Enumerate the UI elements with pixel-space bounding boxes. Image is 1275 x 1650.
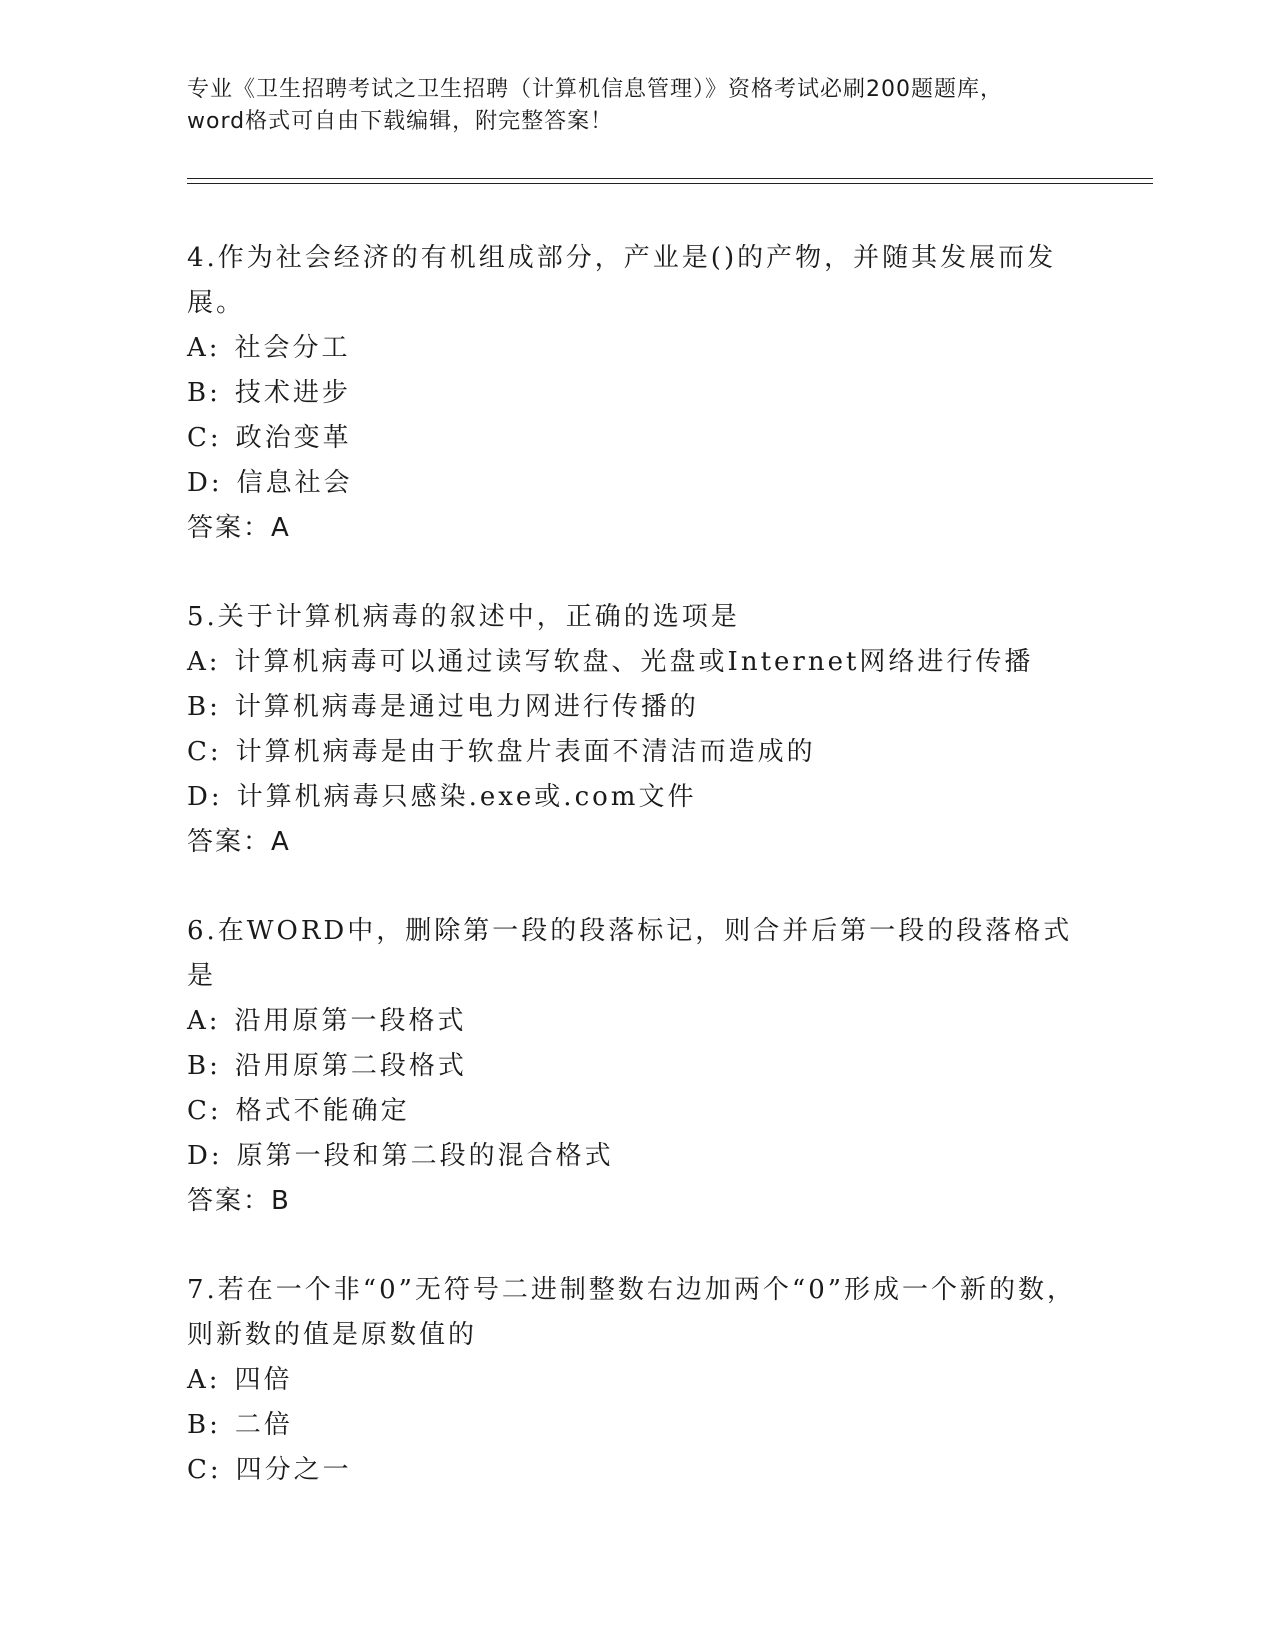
- option-label: B:: [187, 692, 221, 722]
- header-divider-bottom: [187, 183, 1153, 184]
- option-d: [187, 461, 1087, 506]
- option-b: [187, 685, 1087, 730]
- option-label: C:: [187, 1096, 222, 1126]
- option-label: D:: [187, 782, 223, 812]
- option-label: B:: [187, 1410, 221, 1440]
- header-line-2: word格式可自由下载编辑，附完整答案！: [187, 109, 614, 134]
- option-text: 技术进步: [234, 378, 351, 408]
- option-text: 计算机病毒是由于软盘片表面不清洁而造成的: [235, 737, 816, 767]
- option-text: 沿用原第二段格式: [234, 1051, 467, 1081]
- question-7: [187, 1268, 1087, 1493]
- option-text: 二倍: [234, 1410, 293, 1440]
- option-text: 信息社会: [236, 468, 353, 498]
- option-text: 计算机病毒只感染.exe或.com文件: [236, 782, 697, 812]
- option-text: 计算机病毒是通过电力网进行传播的: [234, 692, 699, 722]
- option-text: 格式不能确定: [235, 1096, 410, 1126]
- option-label: D:: [187, 1141, 223, 1171]
- option-c: [187, 416, 1087, 461]
- option-text: 四分之一: [235, 1455, 352, 1485]
- option-d: [187, 775, 1087, 820]
- option-text: 社会分工: [234, 333, 351, 363]
- option-d: [187, 1134, 1087, 1179]
- question-5: [187, 595, 1087, 865]
- answer: 答案：A: [187, 827, 291, 857]
- option-label: A:: [187, 1006, 221, 1036]
- option-c: [187, 1089, 1087, 1134]
- option-label: B:: [187, 378, 221, 408]
- option-label: C:: [187, 1455, 222, 1485]
- option-c: [187, 1448, 1087, 1493]
- question-text: 4.作为社会经济的有机组成部分，产业是()的产物，并随其发展而发展。: [187, 243, 1057, 318]
- option-label: C:: [187, 737, 222, 767]
- option-text: 四倍: [234, 1365, 293, 1395]
- option-text: 沿用原第一段格式: [234, 1006, 467, 1036]
- option-label: A:: [187, 1365, 221, 1395]
- question-4: [187, 236, 1087, 551]
- option-label: D:: [187, 468, 223, 498]
- option-c: [187, 730, 1087, 775]
- question-6: [187, 909, 1087, 1224]
- option-label: B:: [187, 1051, 221, 1081]
- option-a: [187, 1358, 1087, 1403]
- option-a: [187, 640, 1087, 685]
- option-b: [187, 1403, 1087, 1448]
- question-text: 5.关于计算机病毒的叙述中，正确的选项是: [187, 602, 740, 632]
- question-list: [187, 236, 1087, 1537]
- question-text: 7.若在一个非“0”无符号二进制整数右边加两个“0”形成一个新的数，则新数的值是原数值的: [187, 1275, 1077, 1350]
- answer: 答案：B: [187, 1186, 291, 1216]
- option-a: [187, 999, 1087, 1044]
- option-text: 原第一段和第二段的混合格式: [236, 1141, 614, 1171]
- option-label: A:: [187, 333, 221, 363]
- option-text: 计算机病毒可以通过读写软盘、光盘或Internet网络进行传播: [234, 647, 1034, 677]
- question-text: 6.在WORD中，删除第一段的段落标记，则合并后第一段的段落格式是: [187, 916, 1073, 991]
- header-line-1: 专业《卫生招聘考试之卫生招聘（计算机信息管理）》资格考试必刷200题题库，: [187, 77, 1003, 102]
- header-divider-top: [187, 178, 1153, 179]
- option-b: [187, 1044, 1087, 1089]
- option-a: [187, 326, 1087, 371]
- answer: 答案：A: [187, 513, 291, 543]
- option-label: A:: [187, 647, 221, 677]
- document-header: [187, 74, 1087, 138]
- option-text: 政治变革: [235, 423, 352, 453]
- option-b: [187, 371, 1087, 416]
- option-label: C:: [187, 423, 222, 453]
